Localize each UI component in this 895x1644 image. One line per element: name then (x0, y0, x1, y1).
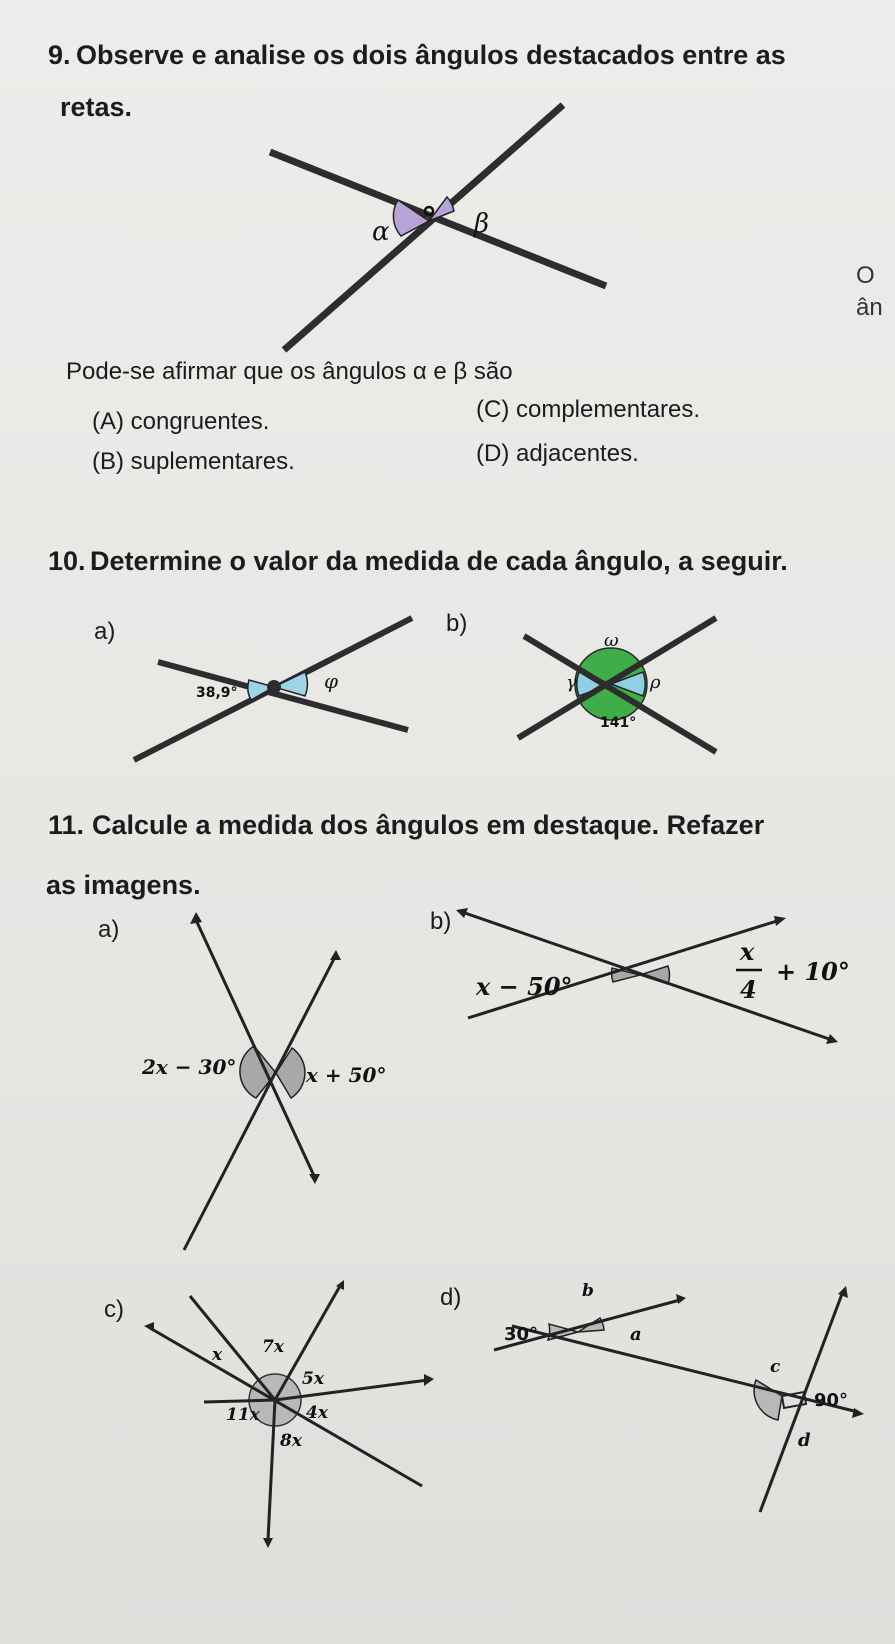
q11d-line-2 (512, 1326, 858, 1412)
q10-b-label: b) (446, 610, 468, 637)
q11-text-line1: Calcule a medida dos ângulos em destaque. Refazer (92, 810, 765, 840)
q11b-right-rest: + 10° (776, 957, 850, 986)
q10b-rho-label: ρ (650, 672, 661, 693)
q11d-arrow-1 (676, 1294, 686, 1304)
q11c-line-1 (150, 1328, 422, 1486)
q11d-90-label: 90° (814, 1390, 849, 1411)
q11c-arrow-3 (263, 1538, 273, 1548)
beta-label: β (474, 209, 490, 239)
margin-text-2: ân (856, 294, 883, 321)
q11a-line-2 (184, 955, 336, 1250)
q11-number: 11. (48, 810, 85, 840)
q10b-gamma-label: γ (566, 672, 577, 693)
q11a-arrow-3 (330, 950, 341, 960)
q10a-given-label: 38,9° (196, 685, 238, 701)
q11b-frac-den: 4 (740, 975, 757, 1004)
q11d-d-label: d (798, 1430, 811, 1451)
q11b-line-2 (468, 920, 780, 1018)
q11-a-label: a) (98, 916, 120, 943)
q11d-arrow-2 (852, 1408, 864, 1418)
q11a-arrow-2 (309, 1174, 320, 1184)
q11c-angle-5x: 5x (302, 1369, 324, 1389)
margin-text-1: O (856, 262, 875, 289)
q11a-line-1 (196, 920, 315, 1178)
q11b-frac-num: x (740, 937, 755, 966)
q11-b-label: b) (430, 908, 452, 935)
q11d-c-label: c (770, 1357, 781, 1377)
q11-text-line2: as imagens. (46, 870, 201, 900)
q11d-30-label: 30° (504, 1324, 539, 1345)
q10-a-label: a) (94, 618, 116, 645)
q11b-arrow-3 (774, 916, 786, 926)
alpha-label: α (372, 217, 390, 247)
q11c-angle-11x: 11x (226, 1405, 260, 1425)
q11c-arrow-1 (144, 1322, 154, 1332)
q11-c-label: c) (104, 1296, 124, 1323)
q11c-line-5 (204, 1400, 275, 1402)
q9-text-line1: Observe e analise os dois ângulos destacados entre as (76, 40, 786, 70)
option-c[interactable]: (C) complementares. (476, 396, 701, 423)
q11-d-label: d) (440, 1284, 462, 1311)
option-d[interactable]: (D) adjacentes. (476, 440, 639, 467)
q10b-given-label: 141° (600, 715, 637, 731)
q11d-b-label: b (582, 1281, 594, 1301)
q10-text: Determine o valor da medida de cada ângulo, a seguir. (90, 546, 788, 576)
q11c-arrow-2 (424, 1374, 434, 1386)
q11a-arc-right (276, 1048, 305, 1098)
q11a-right-label: x + 50° (306, 1063, 387, 1087)
q11a-arrow-1 (190, 912, 202, 924)
option-a[interactable]: (A) congruentes. (92, 408, 270, 435)
q9-number: 9. (48, 40, 71, 70)
q11a-left-label: 2x − 30° (142, 1055, 237, 1079)
option-b[interactable]: (B) suplementares. (92, 448, 295, 475)
q11c-angle-4x: 4x (306, 1403, 328, 1423)
q11d-a-label: a (630, 1324, 642, 1345)
q10-number: 10. (48, 546, 86, 576)
q11b-left-label: x − 50° (476, 972, 573, 1001)
q11c-angle-x: x (212, 1345, 223, 1365)
q11c-angle-7x: 7x (262, 1337, 284, 1357)
q9-text-line2: retas. (60, 92, 133, 122)
q11c-angle-8x: 8x (280, 1431, 302, 1451)
q11d-arrow-3 (838, 1286, 848, 1298)
q10b-omega-label: ω (604, 630, 619, 651)
q10a-phi-label: φ (324, 669, 339, 693)
q9-statement: Pode-se afirmar que os ângulos α e β são (66, 358, 513, 385)
